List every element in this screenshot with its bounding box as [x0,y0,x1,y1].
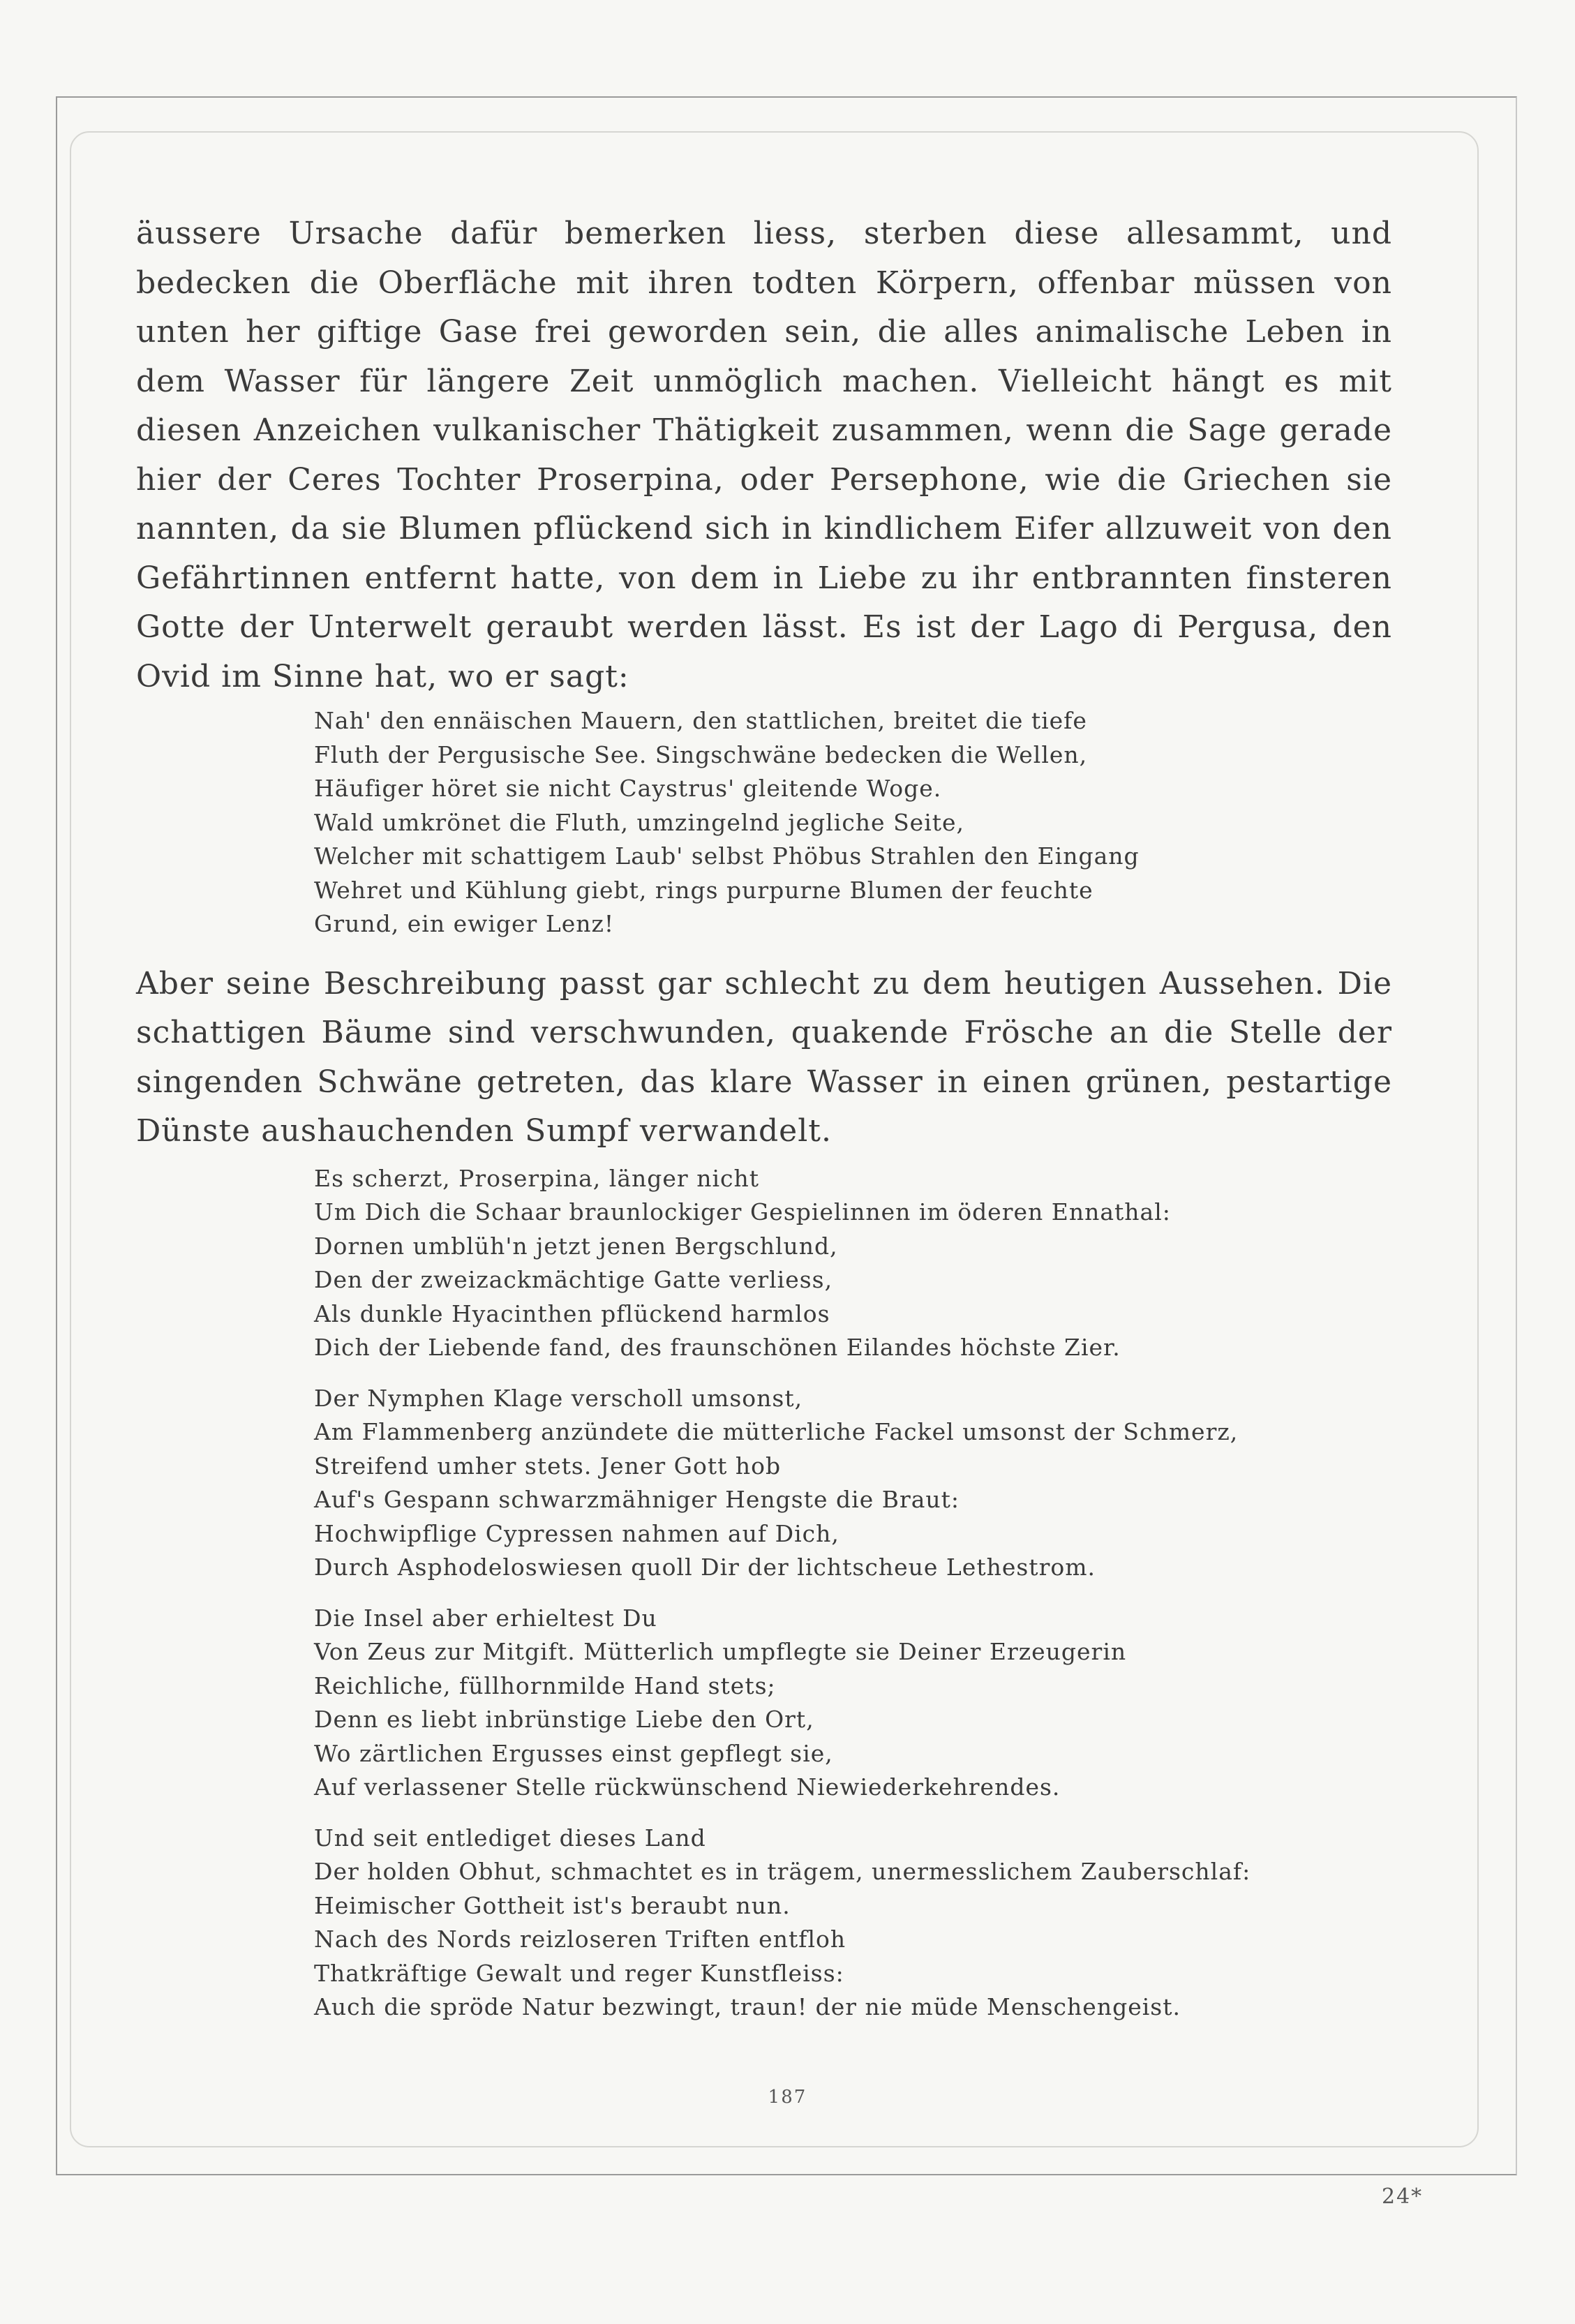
verse-line: Denn es liebt inbrünstige Liebe den Ort, [314,1706,814,1733]
verse-line: Reichliche, füllhornmilde Hand stets; [314,1671,776,1699]
verse-line: Wo zärtlichen Ergusses einst gepflegt sie, [314,1739,833,1767]
verse-line: Grund, ein ewiger Lenz! [314,910,615,937]
paragraph-text: äussere Ursache dafür bemerken liess, sterben diese allesammt, und bedecken die Oberfläche mit ihren todten Körpern, offenbar müssen von unten her giftige Gase frei geworden sein, die alles animalische Leben in dem Wasser für längere Zeit unmöglich machen. Vielleicht hängt es mit diesen Anzeichen vulkanischer Thätigkeit zusammen, wenn die Sage gerade hier der Ceres Tochter Proserpina, oder Persephone, wie die Griechen sie nannten, da sie Blumen pflückend sich in kindlichem Eifer allzuweit von den Gefährtinnen entfernt hatte, von dem in Liebe zu ihr entbrannten finsteren Gotte der Unterwelt geraubt werden lässt. Es ist der Lago di Pergusa, den Ovid im Sinne hat, wo er sagt: [136,216,1392,694]
verse-line: Nach des Nords reizloseren Triften entfloh [314,1926,846,1953]
verse-line: Und seit entlediget dieses Land [314,1824,706,1852]
proserpina-poem [314,1162,1392,2025]
verse-line: Auf verlassener Stelle rückwünschend Niewiederkehrendes. [314,1773,1061,1801]
verse-line: Häufiger höret sie nicht Caystrus' gleitende Woge. [314,775,942,802]
verse-line: Den der zweizackmächtige Gatte verliess, [314,1266,833,1293]
verse-line: Dich der Liebende fand, des fraunschönen Eilandes höchste Zier. [314,1334,1121,1361]
verse-line: Auf's Gespann schwarzmähniger Hengste die Braut: [314,1486,960,1513]
verse-line: Fluth der Pergusische See. Singschwäne bedecken die Wellen, [314,740,1088,768]
verse-line: Der holden Obhut, schmachtet es in trägem, unermesslichem Zauberschlaf: [314,1858,1251,1885]
stanza-2 [314,1382,1392,1585]
signature-mark: 24* [1382,2184,1424,2209]
stanza-1 [314,1162,1392,1365]
prose-paragraph-2 [136,960,1392,1156]
verse-line: Durch Asphodeloswiesen quoll Dir der lichtscheue Lethestrom. [314,1554,1096,1581]
verse-line: Heimischer Gottheit ist's beraubt nun. [314,1891,791,1919]
verse-line: Die Insel aber erhieltest Du [314,1604,657,1632]
verse-line: Als dunkle Hyacinthen pflückend harmlos [314,1299,830,1327]
verse-line: Welcher mit schattigem Laub' selbst Phöbus Strahlen den Eingang [314,842,1140,870]
verse-line: Wehret und Kühlung giebt, rings purpurne Blumen der feuchte [314,876,1093,904]
verse-line: Am Flammenberg anzündete die mütterliche Fackel umsonst der Schmerz, [314,1418,1239,1445]
stanza-4 [314,1822,1392,2025]
verse-line: Von Zeus zur Mitgift. Mütterlich umpflegte sie Deiner Erzeugerin [314,1638,1127,1665]
verse-line: Dornen umblüh'n jetzt jenen Bergschlund, [314,1232,838,1260]
ovid-quotation [314,704,1392,941]
verse-line: Hochwipflige Cypressen nahmen auf Dich, [314,1519,839,1547]
verse-line: Um Dich die Schaar braunlockiger Gespielinnen im öderen Ennathal: [314,1198,1171,1226]
prose-paragraph-1 [136,209,1392,701]
verse-line: Auch die spröde Natur bezwingt, traun! der nie müde Menschengeist. [314,1993,1181,2020]
verse-line: Streifend umher stets. Jener Gott hob [314,1452,782,1480]
verse-line: Wald umkrönet die Fluth, umzingelnd jegliche Seite, [314,808,965,836]
text-block [136,209,1392,2041]
verse-line: Der Nymphen Klage verscholl umsonst, [314,1384,803,1412]
verse-line: Nah' den ennäischen Mauern, den stattlichen, breitet die tiefe [314,707,1087,734]
page-number: 187 [768,2087,807,2108]
verse-line: Es scherzt, Proserpina, länger nicht [314,1164,759,1192]
paragraph-text: Aber seine Beschreibung passt gar schlecht zu dem heutigen Aussehen. Die schattigen Bäume sind verschwunden, quakende Frösche an die Stelle der singenden Schwäne getreten, das klare Wasser in einen grünen, pestartige Dünste aushauchenden Sumpf verwandelt. [136,965,1392,1149]
stanza-3 [314,1602,1392,1805]
verse-line: Thatkräftige Gewalt und reger Kunstfleiss: [314,1959,844,1987]
